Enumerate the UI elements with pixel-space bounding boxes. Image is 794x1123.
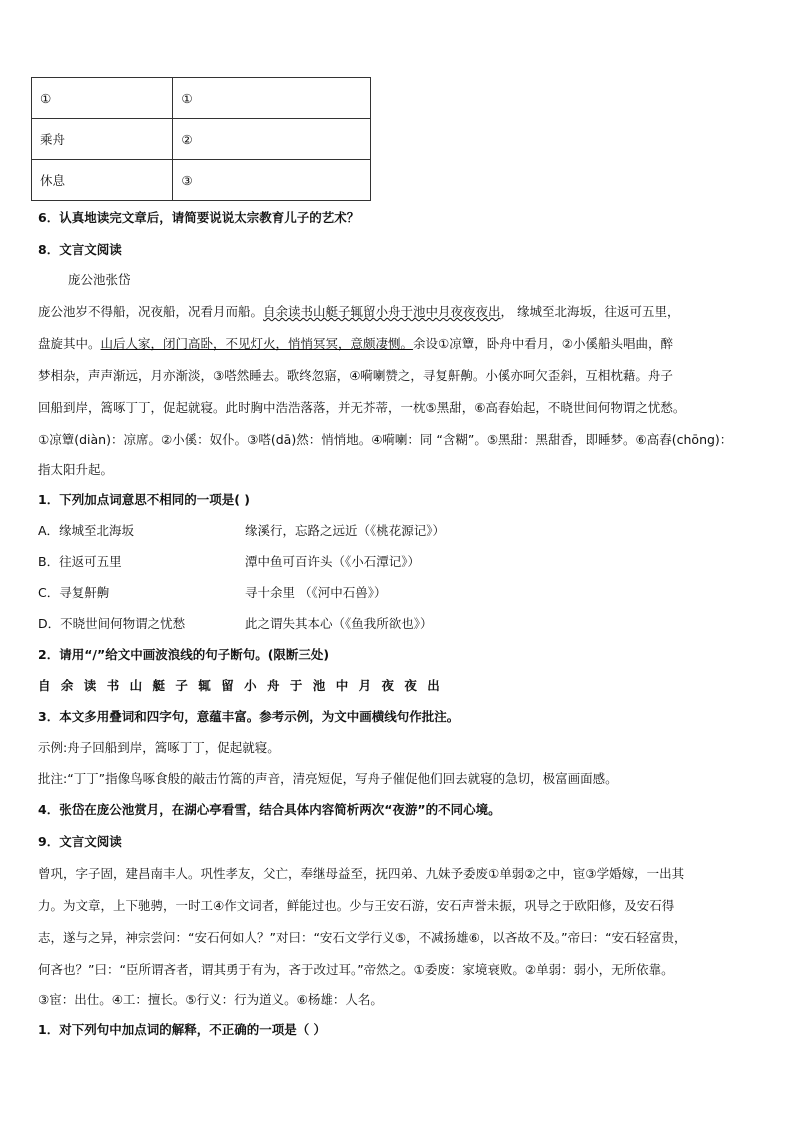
option-d-compare: 此之谓失其本心（《鱼我所欲也》）	[245, 616, 433, 631]
passage-text: 庞公池岁不得船，况夜船，况看月而船。	[38, 304, 264, 319]
question-4: 4．张岱在庞公池赏月，在湖心亭看雪，结合具体内容简析两次“夜游”的不同心境。	[38, 802, 501, 817]
annotation-line: 指太阳升起。	[38, 462, 114, 477]
question-2: 2．请用“/”给文中画波浪线的句子断句。(限断三处)	[38, 647, 330, 662]
passage-line: 力。为文章，上下驰骋，一时工④作文词者，鲜能过也。少与王安石游，安石声誉未振，巩导之于欧阳修，及安石得	[38, 898, 675, 913]
annotation-example: 批注:“丁丁”指像鸟啄食般的敲击竹篙的声音，清亮短促，写舟子催促他们回去就寝的急切，极富画面感。	[38, 771, 618, 786]
table-cell: 休息	[32, 160, 173, 201]
table-row	[32, 78, 371, 119]
option-b: B．往返可五里	[38, 554, 122, 569]
table-cell: 乘舟	[32, 119, 173, 160]
option-c-compare: 寻十余里 （《河中石兽》）	[245, 585, 387, 600]
question-6: 6．认真地读完文章后，请简要说说太宗教育儿子的艺术？	[38, 210, 360, 225]
wavy-underlined-sentence: 自余读书山艇子辄留小舟于池中月夜夜夜出	[263, 304, 501, 319]
passage-line: 何吝也？”曰：“臣所谓吝者，谓其勇于有为，吝于改过耳。”帝然之。①委废：家境衰败。②单弱：弱小，无所依靠。	[38, 962, 674, 977]
option-c: C．寻复鼾齁	[38, 585, 110, 600]
sentence-to-punctuate: 自余读书山艇子辄留小舟于池中月夜夜出	[38, 678, 451, 693]
option-b-compare: 潭中鱼可百许头（《小石潭记》）	[245, 554, 421, 569]
example-line: 示例:舟子回船到岸，篙啄丁丁，促起就寝。	[38, 740, 280, 755]
passage-line: 梦相杂，声声渐远，月亦渐淡，③嗒然睡去。歌终忽寤，④嗬喇赞之，寻复鼾齁。小傒亦呵欠歪斜，互相枕藉。舟子	[38, 368, 673, 383]
passage-text: 盘旋其中。	[38, 336, 101, 351]
passage-line: 回船到岸，篙啄丁丁，促起就寝。此时胸中浩浩落落，并无芥蒂，一枕⑤黑甜，⑥高舂始起，不晓世间何物谓之忧愁。	[38, 400, 686, 415]
table-row	[32, 119, 371, 160]
table-cell: ①	[173, 78, 371, 119]
table-cell: ②	[173, 119, 371, 160]
passage-text: ， 缘城至北海坂，往返可五里，	[500, 304, 680, 319]
passage-line: 志，遂与之异，神宗尝问：“安石何如人？”对曰：“安石文学行义⑤，不减扬雄⑥，以吝故不及。”帝曰：“安石轻富贵，	[38, 930, 687, 945]
question-9-1: 1．对下列句中加点词的解释，不正确的一项是（ ）	[38, 1022, 327, 1037]
option-a-compare: 缘溪行，忘路之远近（《桃花源记》）	[245, 523, 446, 538]
passage-line	[38, 334, 673, 354]
passage-line	[38, 302, 680, 322]
answer-table	[31, 77, 371, 201]
passage-title: 庞公池张岱	[68, 272, 131, 287]
annotation-line: ①凉簟(diàn)：凉席。②小傒：奴仆。③嗒(dā)然：悄悄地。④嗬喇：同 “含糊”。⑤黑甜：黑甜香，即睡梦。⑥高舂(chōng)：	[38, 432, 733, 447]
passage-line: 曾巩，字子固，建昌南丰人。巩性孝友，父亡，奉继母益至，抚四弟、九妹予委废①单弱②之中，宦③学婚嫁，一出其	[38, 866, 685, 881]
section-8-title: 8．文言文阅读	[38, 242, 122, 257]
option-a: A．缘城至北海坂	[38, 523, 135, 538]
question-3: 3．本文多用叠词和四字句，意蕴丰富。参考示例，为文中画横线句作批注。	[38, 709, 460, 724]
table-cell: ①	[32, 78, 173, 119]
table-row	[32, 160, 371, 201]
annotation-line: ③宦：出仕。④工：擅长。⑤行义：行为道义。⑥杨雄：人名。	[38, 992, 383, 1007]
question-1: 1．下列加点词意思不相同的一项是( )	[38, 492, 250, 507]
table-cell: ③	[173, 160, 371, 201]
section-9-title: 9．文言文阅读	[38, 834, 122, 849]
option-d: D．不晓世间何物谓之忧愁	[38, 616, 186, 631]
passage-text: 余设①凉簟，卧舟中看月，②小傒船头唱曲，醉	[413, 336, 673, 351]
underlined-sentence: 山后人家，闭门高卧，不见灯火，悄悄冥冥，意颇凄恻。	[100, 336, 414, 351]
